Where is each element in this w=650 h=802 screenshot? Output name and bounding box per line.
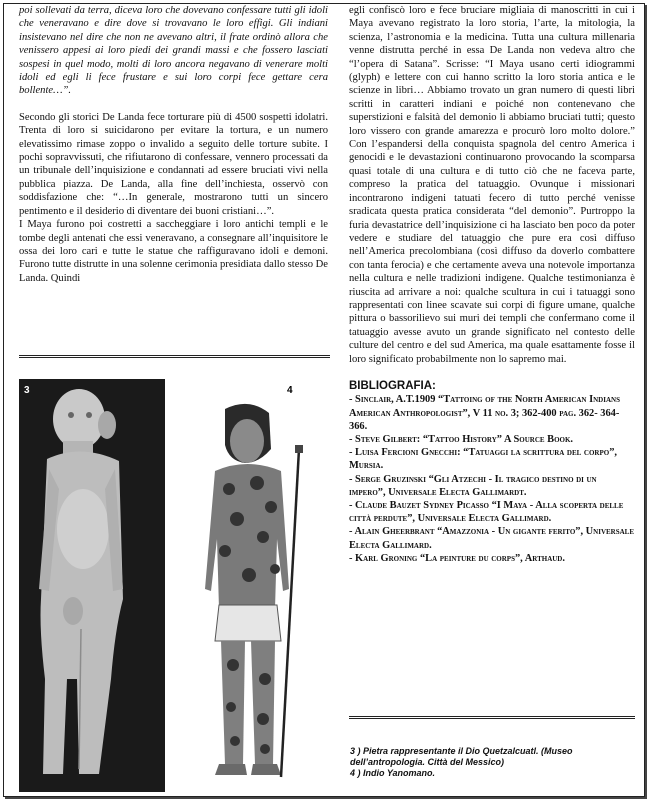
caption-4: 4 ) Indio Yanomano.: [350, 768, 436, 778]
figure-photos-svg: [19, 379, 330, 792]
figure-4-label: 4: [287, 385, 293, 396]
figure-captions: [350, 746, 635, 779]
bibliography-list: [349, 393, 635, 565]
left-column: [19, 4, 328, 285]
figure-photos: [19, 379, 330, 792]
left-paragraph-1: Secondo gli storici De Landa fece torturare più di 4500 sospetti idolatri. Trenta di loro si suicidarono per evitare la tortura, e un numero elevatissimo rimase zoppo o invalido a seguito delle torture subite. I pochi sopravvissuti, che rifiutarono di confessare, vennero processati da un tribunale dell’inquisizione e condannati ad essere bruciati vivi nella pubblica piazza. De Landa, alla fine dell’inchiesta, osservò con soddisfazione che: “…In generale, mostrarono tutti un sincero pentimento e il desiderio di diventare dei buoni cristiani…”.: [19, 111, 328, 217]
yanomami-illustration: [205, 404, 303, 777]
bibliography-entry: - Claude Bauzet Sydney Picasso “I Maya - Alla scoperta delle città perdute”, Universale Electa Gallimard.: [349, 500, 624, 525]
bibliography-title: BIBLIOGRAFIA:: [349, 379, 436, 392]
caption-divider: [349, 716, 635, 719]
bibliography-entry: - Alain Gheerbrant “Amazzonia - Un gigante ferito”, Universale Electa Gallimard.: [349, 526, 635, 551]
italic-quote: poi sollevati da terra, diceva loro che dovevano confessare tutti gli idoli che veneravano e dire dove si trovavano le loro effigi. Gli indiani insistevano nel dire che non ne avevano altri, il frate ordinò allora che venissero appesi ai loro piedi dei grandi massi e che fossero lasciati sospesi in quel modo, molti di loro ancora negavano di venerare molti idoli ed egli li fece frustare e sui loro corpi fece gettare cera bollente…”.: [19, 5, 328, 97]
right-column: [349, 4, 635, 565]
bibliography-entry: - Serge Gruzinski “Gli Atzechi - Il tragico destino di un impero”, Universale Electa Gallimardt.: [349, 473, 597, 498]
bibliography-entry: - Luisa Fercioni Gnecchi: “Tatuaggi la scrittura del corpo”, Mursia.: [349, 447, 617, 472]
left-paragraph-2: I Maya furono poi costretti a saccheggiare i loro antichi templi e le tombe degli antenati che essi veneravano, a consegnare all’inquisitore le ossa dei loro cari e tutte le statue che raffiguravano idoli e demoni. Furono tutte distrutte in una solenne cerimonia presidiata dallo stesso De Landa. Quindi: [19, 219, 328, 284]
right-paragraph: egli confiscò loro e fece bruciare migliaia di manoscritti in cui i Maya avevano registrato la loro storia, l’arte, la mitologia, la scienza, l’astronomia e la medicina. Tutta una cultura millenaria venne distrutta perché in essa De Landa non vedeva altro che “l’opera di Satana”. Scrisse: “I Maya usano certi idiogrammi (glyph) e lettere con cui hanno scritto la loro storia antica e le scienze in libri… Abbiamo trovato un gran numero di questi libri scritti in caratteri indiani e poiché non contenevano che superstizioni e falsità del demonio li abbiamo bruciati tutti; questo loro vissero con grande amarezza e procurò loro molto dolore.” Con l’espandersi della conquista spagnola del centro America i genocidi e le devastazioni continuarono provocando la scomparsa quasi totale di una cultura e di tutto ciò che ne faceva parte, compreso la pratica del tatuaggio. Ovunque i missionari incontrarono indigeni tatuati fecero di tutto perché venisse sradicata questa pratica considerata “del demonio”. Purtroppo la furia devastatrice dell’inquisizione ci ha lasciato ben poco da poter vedere e studiare del tatuaggio che pure era così diffuso nell’America precolombiana (così diffuso da doverlo combattere con tanta ferocia) e che certamente aveva una notevole importanza nella cultura e nelle tradizioni indigene. Qualche testimonianza è riuscita ad arrivare a noi: qualche scultura in cui i tatuaggi sono rappresentati con linee scavate sui corpi di figure umane, qualche pittura o bassorilievo sui muri dei templi che confermano come il tatuaggio avesse avuto un grande significato nel contesto delle culture del centro e del sud America, ma quale esattamente fosse il loro significato probabilmente non lo sapremo mai.: [349, 5, 635, 365]
caption-3: 3 ) Pietra rappresentante il Dio Quetzalcuatl. (Museo dell’antropologia. Città del Messico): [350, 746, 573, 767]
bibliography-entry: - Karl Groning “La peinture du corps”, Arthaud.: [349, 552, 565, 564]
left-divider: [19, 355, 330, 358]
bibliography-entry: - Sinclair, A.T.1909 “Tattoing of the North American Indians American Anthropologist”, V 11 no. 3; 362-400 pag. 362- 364- 366.: [349, 394, 620, 432]
figure-3-label: 3: [24, 385, 30, 396]
bibliography-entry: - Steve Gilbert: “Tattoo History” A Source Book.: [349, 433, 574, 445]
